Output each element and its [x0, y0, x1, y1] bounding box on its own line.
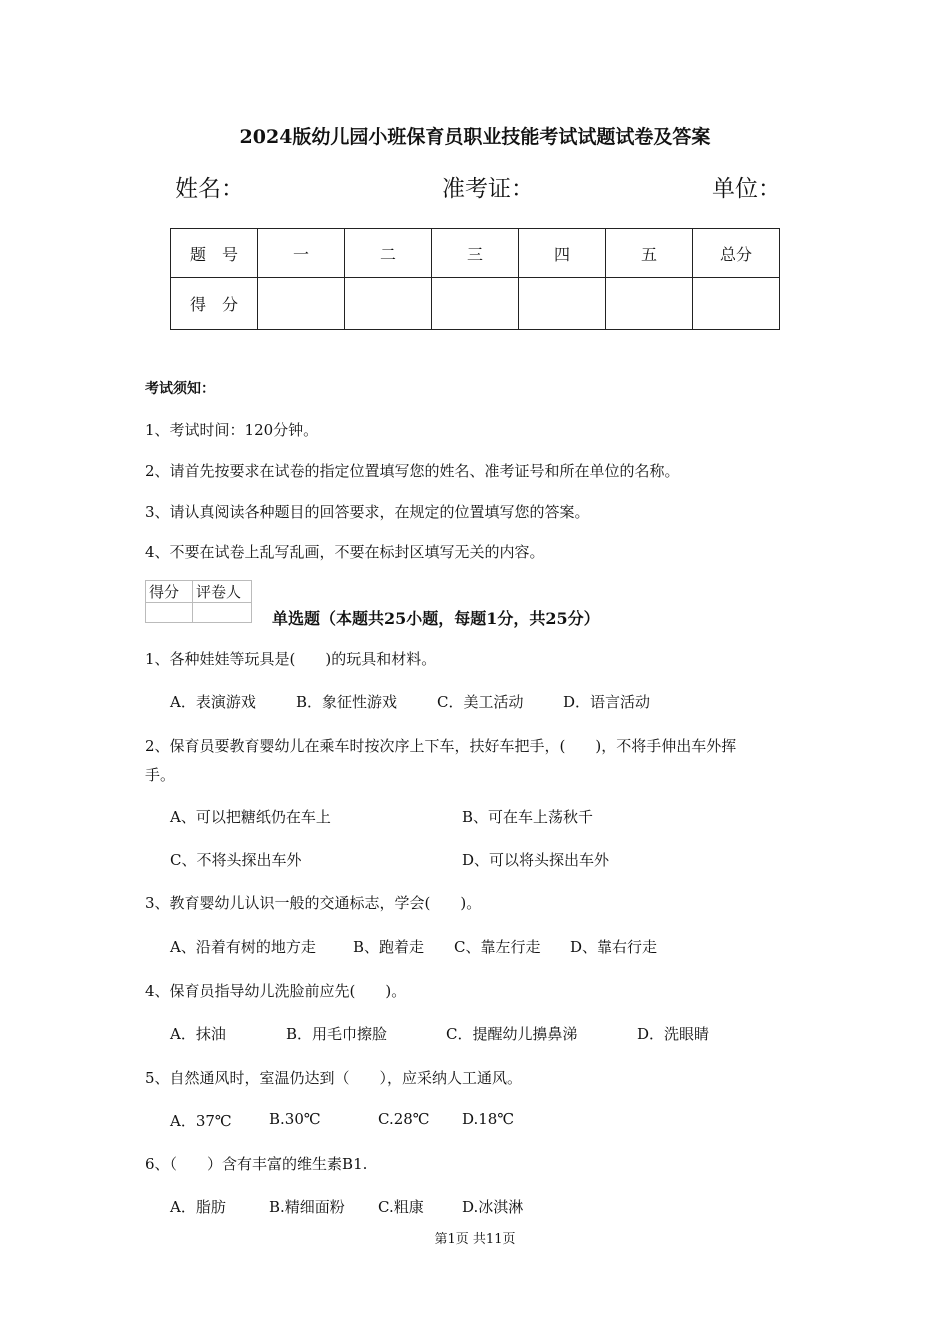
- notice-item: 2、请首先按要求在试卷的指定位置填写您的姓名、准考证号和所在单位的名称。: [145, 462, 680, 480]
- score-table-header: 五: [606, 229, 693, 278]
- option-b[interactable]: B．象征性游戏: [296, 693, 398, 711]
- name-label: 姓名：: [175, 176, 244, 202]
- score-table: [170, 228, 780, 330]
- grader-score-label: 得分: [146, 581, 193, 603]
- page-footer: 第1页 共11页: [434, 1232, 516, 1247]
- notice-heading: 考试须知：: [145, 381, 215, 397]
- grader-reviewer-label: 评卷人: [193, 581, 252, 603]
- score-table-header: 三: [432, 229, 519, 278]
- option-c[interactable]: C、靠左行走: [454, 938, 541, 956]
- option-b[interactable]: B.30℃: [269, 1110, 321, 1128]
- option-d[interactable]: D、可以将头探出车外: [462, 851, 610, 869]
- score-cell[interactable]: [606, 278, 693, 330]
- option-c[interactable]: C.粗康: [378, 1198, 424, 1216]
- score-table-header: 一: [258, 229, 345, 278]
- option-c[interactable]: C、不将头探出车外: [170, 851, 302, 869]
- option-b[interactable]: B、可在车上荡秋千: [462, 808, 594, 826]
- score-table-header: 四: [519, 229, 606, 278]
- notice-item: 4、不要在试卷上乱写乱画，不要在标封区填写无关的内容。: [145, 543, 545, 561]
- score-table-header: 题 号: [171, 229, 258, 278]
- notice-item: 1、考试时间：120分钟。: [145, 421, 319, 439]
- option-d[interactable]: D.冰淇淋: [462, 1198, 524, 1216]
- option-a[interactable]: A．37℃: [170, 1112, 232, 1130]
- option-a[interactable]: A、沿着有树的地方走: [170, 938, 316, 956]
- option-c[interactable]: C.28℃: [378, 1110, 430, 1128]
- score-table-header: 二: [345, 229, 432, 278]
- grader-box: [145, 580, 252, 623]
- option-b[interactable]: B、跑着走: [353, 938, 425, 956]
- option-d[interactable]: D．洗眼睛: [637, 1025, 710, 1043]
- question-stem: 5、自然通风时，室温仍达到（ ），应采纳人工通风。: [145, 1069, 523, 1087]
- score-cell[interactable]: [432, 278, 519, 330]
- option-b[interactable]: B．用毛巾擦脸: [286, 1025, 388, 1043]
- option-b[interactable]: B.精细面粉: [269, 1198, 345, 1216]
- option-d[interactable]: D、靠右行走: [570, 938, 658, 956]
- option-c[interactable]: C．美工活动: [437, 693, 524, 711]
- grader-reviewer-cell[interactable]: [193, 603, 252, 623]
- question-stem: 2、保育员要教育婴幼儿在乘车时按次序上下车，扶好车把手，( )，不将手伸出车外挥: [145, 737, 737, 755]
- option-a[interactable]: A、可以把糖纸仍在车上: [170, 808, 331, 826]
- notice-item: 3、请认真阅读各种题目的回答要求，在规定的位置填写您的答案。: [145, 503, 590, 521]
- score-cell[interactable]: [693, 278, 780, 330]
- exam-id-label: 准考证：: [442, 176, 534, 202]
- page-title: 2024版幼儿园小班保育员职业技能考试试题试卷及答案: [239, 126, 711, 148]
- score-row-label: 得 分: [171, 278, 258, 330]
- option-a[interactable]: A．脂肪: [170, 1198, 226, 1216]
- grader-score-cell[interactable]: [146, 603, 193, 623]
- section-title: 单选题（本题共25小题，每题1分，共25分）: [272, 609, 600, 628]
- option-a[interactable]: A．表演游戏: [170, 693, 256, 711]
- question-stem: 3、教育婴幼儿认识一般的交通标志，学会( )。: [145, 894, 482, 912]
- unit-label: 单位：: [712, 176, 781, 202]
- question-stem: 4、保育员指导幼儿洗脸前应先( )。: [145, 982, 407, 1000]
- option-a[interactable]: A．抹油: [170, 1025, 226, 1043]
- score-cell[interactable]: [519, 278, 606, 330]
- score-cell[interactable]: [258, 278, 345, 330]
- question-stem: 1、各种娃娃等玩具是( )的玩具和材料。: [145, 650, 437, 668]
- score-cell[interactable]: [345, 278, 432, 330]
- option-d[interactable]: D．语言活动: [563, 693, 651, 711]
- question-stem: 6、（ ）含有丰富的维生素B1.: [145, 1155, 368, 1173]
- option-d[interactable]: D.18℃: [462, 1110, 515, 1128]
- question-stem-cont: 手。: [145, 766, 176, 784]
- score-table-header: 总分: [693, 229, 780, 278]
- option-c[interactable]: C．提醒幼儿擤鼻涕: [446, 1025, 578, 1043]
